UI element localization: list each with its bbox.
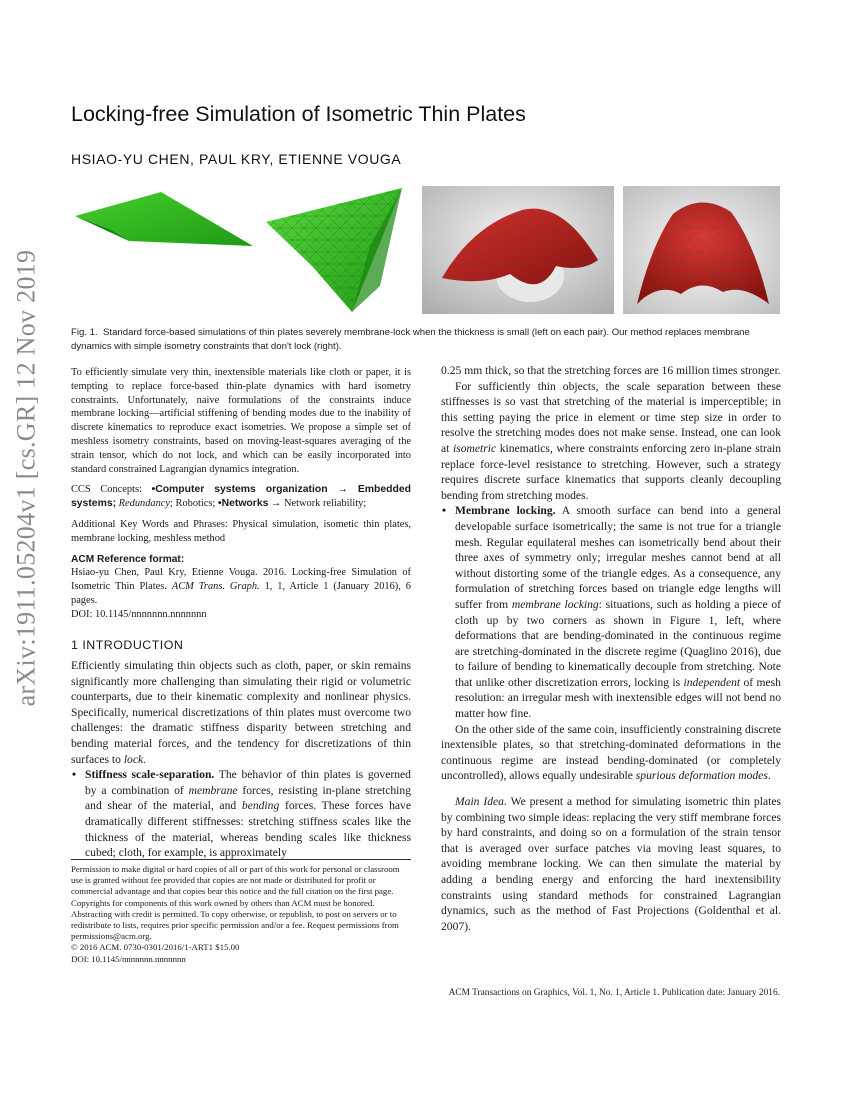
caption-text: Standard force-based simulations of thin plates severely membrane-lock when the thickness is small (left on each pair). Our method replaces membrane dynamics with simple isometry constraints that don't lock (right). <box>71 327 750 352</box>
right-p2-text-b: kinematics, where constraints enforcing zero in-plane strain replace force-level resistance to stretching. However, such a strategy requires discrete surface kinematics that supports cleanly decoupling bending from stretching modes. <box>441 441 782 502</box>
ccs-label: CCS Concepts: <box>71 484 142 496</box>
right-paragraph-2 <box>441 379 781 504</box>
bullet-stiffness-emph-1: membrane <box>188 783 238 797</box>
main-idea-paragraph <box>441 794 781 934</box>
abstract <box>71 366 411 622</box>
bullet-membrane-text-c: of mesh resolution: an irregular mesh with inextensible edges will not bend no matter how fine. <box>455 675 781 721</box>
paper-title: Locking-free Simulation of Isometric Thin Plates <box>71 102 526 126</box>
reference-journal: ACM Trans. Graph. <box>171 581 260 593</box>
ccs-concepts <box>71 483 411 511</box>
paper-authors: HSIAO-YU CHEN, PAUL KRY, ETIENNE VOUGA <box>71 151 402 167</box>
introduction <box>71 658 411 861</box>
bullet-stiffness-text-c: forces. These forces have dramatically different stiffnesses: stretching stiffness scales like the thickness of the material, whereas bending scales like thickness cubed; cloth, for example, is approximately <box>85 799 411 860</box>
ccs-term-4: •Networks <box>217 498 269 510</box>
bullet-membrane-emph-1: membrane locking <box>511 597 599 611</box>
ccs-term-2: Redundancy <box>118 498 171 510</box>
copyright-line: © 2016 ACM. 0730-0301/2016/1-ART1 $15.00 <box>71 942 240 953</box>
footnote-rule <box>71 859 411 860</box>
reference-authors-title: Hsiao-yu Chen, Paul Kry, Etienne Vouga. 2016. Locking-free Simulation of Isometric Thin Plates. <box>71 567 411 593</box>
reference-doi: DOI: 10.1145/nnnnnnn.nnnnnnn <box>71 608 207 620</box>
ccs-term-3: ; Robotics; <box>170 498 216 510</box>
figure-panel-red-ours <box>623 186 780 314</box>
figure-caption <box>71 326 781 354</box>
arxiv-identifier-text: arXiv:1911.05204v1 [cs.GR] 12 Nov 2019 <box>11 249 41 707</box>
right-paragraph-3 <box>441 722 781 784</box>
bullet-stiffness-text-b: forces, resisting in-plane stretching and shear of the material, and <box>85 783 411 813</box>
right-p3-text: On the other side of the same coin, insufficiently constraining discrete inextensible plates, so that stretching-dominated deformations in the continuous regime are instead bending-dominated (or completely uncontrolled), allows equally undesirable <box>441 722 781 783</box>
journal-footer: ACM Transactions on Graphics, Vol. 1, No. 1, Article 1. Publication date: January 2016. <box>448 988 780 998</box>
figure-panel-green-locked <box>71 186 256 314</box>
abstract-text: To efficiently simulate very thin, inextensible materials like cloth or paper, it is tempting to replace force-based thin-plate dynamics with hard isometry constraints. Unfortunately, naive formulations of the constraints induce membrane locking—artificial stiffening of bending modes due to the inability of discrete kinematics to reproduce exact isometries. We propose a simple set of meshless isometry constraints, based on moving-least-squares averaging of the strain tensor, which do not lock, and which can be easily incorporated into standard constrained Lagrangian dynamics integration. <box>71 367 411 475</box>
bullet-stiffness-text-a: The behavior of thin plates is governed by a combination of <box>85 768 411 797</box>
right-p3-end: . <box>767 769 771 783</box>
main-idea-text: We present a method for simulating isometric thin plates by combining two simple ideas: replacing the very stiff membrane forces by hard constraints, and doing so on a formulation of the strain tensor that is averaged over surface patches via moving least squares, to avoiding membrane locking. We can then simulate the material by adding a bending energy and enforcing the hard inextensibility constraints using standard methods for constrained Lagrangian dynamics, such as the method of Fast Projections (Goldenthal et al. 2007). <box>441 795 781 933</box>
intro-p1-end: . <box>143 752 147 766</box>
bullet-membrane-locking <box>441 503 781 721</box>
right-p2-emph: isometric <box>452 441 497 455</box>
bullet-membrane-emph-2: independent <box>683 675 741 689</box>
bullet-stiffness-emph-2: bending <box>241 799 280 813</box>
reference-volume: 1, 1, Article 1 (January 2016), 6 pages. <box>71 581 411 606</box>
permission-footnote <box>71 864 411 965</box>
ccs-term-1: •Computer systems organization → Embedded systems; <box>71 484 411 510</box>
intro-p1-emph: lock <box>123 752 144 766</box>
right-continuation: 0.25 mm thick, so that the stretching forces are 16 million times stronger. <box>441 364 781 377</box>
ccs-term-5: → Network reliability; <box>271 498 367 510</box>
right-column <box>441 363 781 934</box>
section-heading-introduction: 1 INTRODUCTION <box>71 638 184 652</box>
main-idea-heading: Main Idea. <box>455 795 507 809</box>
bullet-stiffness <box>71 767 411 861</box>
permission-text: Permission to make digital or hard copies of all or part of this work for personal or classroom use is granted without fee provided that copies are not made or distributed for profit or commercial advantage and that copies bear this notice and the full citation on the first page. Copyrights for components of this work owned by others than ACM must be honored. Abstracting with credit is permitted. To copy otherwise, or republish, to post on servers or to redistribute to lists, requires prior specific permission and/or a fee. Request permissions from permissions@acm.org. <box>71 864 400 942</box>
right-p2-text-a: For sufficiently thin objects, the scale separation between these stiffnesses is so vast that stretching of the material is imperceptible; in this setting paying the price in element or time step size in order to resolve the stretching modes does not make sense. Instead, one can look at <box>441 379 781 455</box>
bullet-membrane-text-b: : situations, such as holding a piece of cloth up by two corners as shown in Figure 1, left, where deformations that are bending-dominated in the continuous regime are stretching-dominated in the discrete regime (Quaglino 2016), due to failure of bending to kinematically decouple from stretching. Note that unlike other discretization errors, locking is <box>455 597 782 689</box>
reference-format <box>71 566 411 607</box>
intro-paragraph-1 <box>71 658 411 767</box>
figure-panel-red-locked <box>422 186 614 314</box>
figure-panel-green-ours <box>262 186 412 314</box>
reference-format-heading: ACM Reference format: <box>71 553 185 565</box>
right-p3-emph: spurious deformation modes <box>635 769 768 783</box>
bullet-membrane-text-a: A smooth surface can bend into a general developable surface isometrically; the same is not true for a triangle mesh. Regular equilateral meshes can isometrically bend about their three axes of symmetry only; irregular meshes cannot bend at all without distorting some of the triangle edges. As a consequence, any formulation of stretching forces based on triangle edge lengths will suffer from <box>455 504 781 611</box>
bullet-stiffness-heading: Stiffness scale-separation. <box>85 768 215 782</box>
arxiv-identifier <box>8 249 44 707</box>
bullet-membrane-heading: Membrane locking. <box>455 504 556 518</box>
intro-p1-text: Efficiently simulating thin objects such as cloth, paper, or skin remains significantly more challenging than simulating their rigid or volumetric counterparts, due to their kinematic complexity and nonlinear physics. Specifically, numerical discretizations of thin plates must overcome two challenges: the dramatic stiffness disparity between stretching and bending material forces, and the tendency for discretizations of thin surfaces to <box>71 659 411 766</box>
footnote-doi: DOI: 10.1145/nnnnnnn.nnnnnnn <box>71 953 186 964</box>
caption-lead: Fig. 1. <box>71 327 98 338</box>
keywords: Additional Key Words and Phrases: Physical simulation, isometic thin plates, membrane locking, meshless method <box>71 518 411 544</box>
